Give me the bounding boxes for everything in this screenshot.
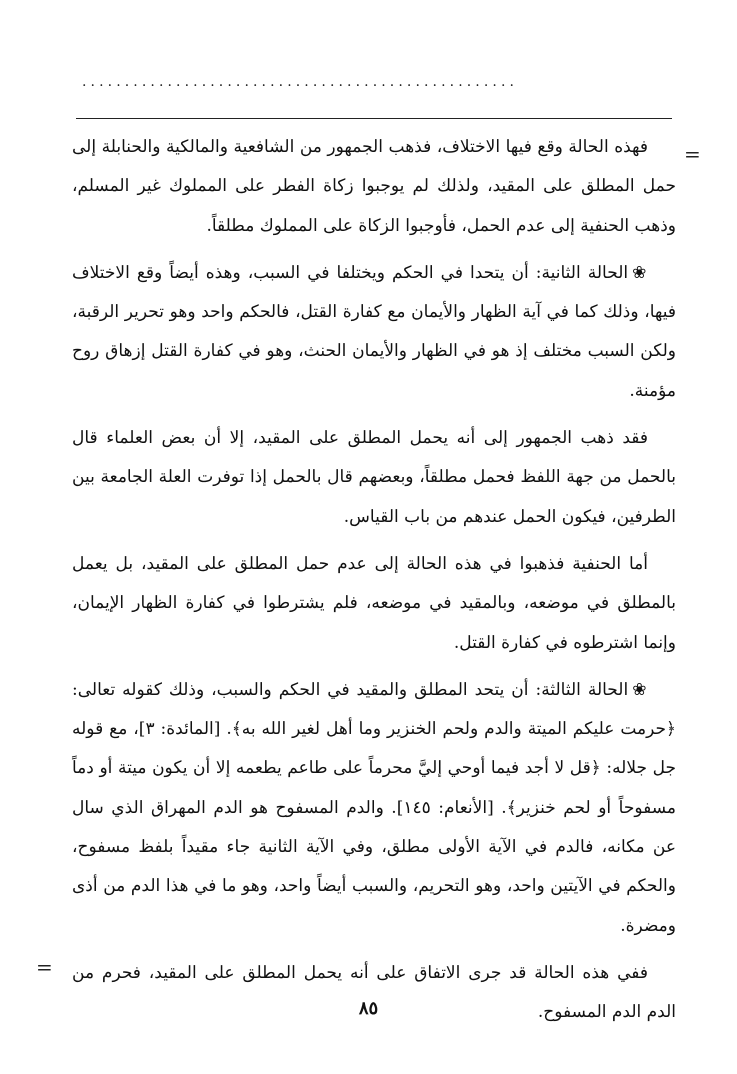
paragraph-text: فهذه الحالة وقع فيها الاختلاف، فذهب الجمهور من الشافعية والمالكية والحنابلة إلى حمل المطلق على المقيد، ولذلك لم يوجبوا زكاة الفطر على المملوك غير المسلم، وذهب الحنفية إلى عدم الحمل، فأوجبوا الزكاة على المملوك مطلقاً.	[72, 137, 676, 236]
header-dotted-line: ...................................................	[82, 74, 519, 90]
paragraph-2	[72, 254, 676, 411]
paragraph-1	[72, 128, 676, 246]
paragraph-4	[72, 545, 676, 663]
flower-bullet-icon: ❀	[632, 262, 648, 283]
paragraph-text: فقد ذهب الجمهور إلى أنه يحمل المطلق على المقيد، إلا أن بعض العلماء قال بالحمل من جهة اللفظ فحمل مطلقاً، وبعضهم قال بالحمل إذا توفرت العلة الجامعة بين الطرفين، فيكون الحمل عندهم من باب القياس.	[72, 428, 676, 527]
margin-mark-top: =	[684, 142, 701, 166]
paragraph-text: ففي هذه الحالة قد جرى الاتفاق على أنه يحمل المطلق على المقيد، فحرم من الدم الدم المسفوح.	[72, 962, 676, 1023]
page-body	[72, 128, 676, 1033]
paragraph-text: أما الحنفية فذهبوا في هذه الحالة إلى عدم حمل المطلق على المقيد، بل يعمل بالمطلق في موضعه، وبالمقيد في موضعه، فلم يشترطوا في كفارة الظهار الإيمان، وإنما اشترطوه في كفارة القتل.	[72, 553, 676, 653]
paragraph-5	[72, 671, 676, 946]
margin-mark-bottom: =	[36, 955, 53, 979]
paragraph-text: الحالة الثانية: أن يتحدا في الحكم ويختلفا في السبب، وهذه أيضاً وقع الاختلاف فيها، وذلك كما في آية الظهار والأيمان مع كفارة القتل، فالحكم واحد وهو تحرير الرقبة، ولكن السبب مختلف إذ هو في الظهار والأيمان الحنث، وهو في كفارة القتل إزهاق روح مؤمنة.	[72, 262, 676, 401]
page-number: ٨٥	[358, 998, 379, 1019]
paragraph-3	[72, 419, 676, 537]
paragraph-6	[72, 954, 676, 1033]
header-rule	[76, 118, 672, 119]
paragraph-text: الحالة الثالثة: أن يتحد المطلق والمقيد في الحكم والسبب، وذلك كقوله تعالى: ﴿حرمت عليكم الميتة والدم ولحم الخنزير وما أهل لغير الله به﴾. [المائدة: ٣]، مع قوله جل جلاله: ﴿قل لا أجد فيما أوحي إليَّ محرماً على طاعم يطعمه إلا أن يكون ميتة أو دماً مسفوحاً أو لحم خنزير﴾. [الأنعام: ١٤٥]. والدم المسفوح هو الدم المهراق الذي سال عن مكانه، فالدم في الآية الأولى مطلق، وفي الآية الثانية جاء مقيداً بلفظ مسفوح، والحكم في الآيتين واحد، وهو التحريم، والسبب أيضاً واحد، وهو ما في هذا الدم من أذى ومضرة.	[72, 679, 677, 936]
flower-bullet-icon: ❀	[632, 679, 649, 700]
